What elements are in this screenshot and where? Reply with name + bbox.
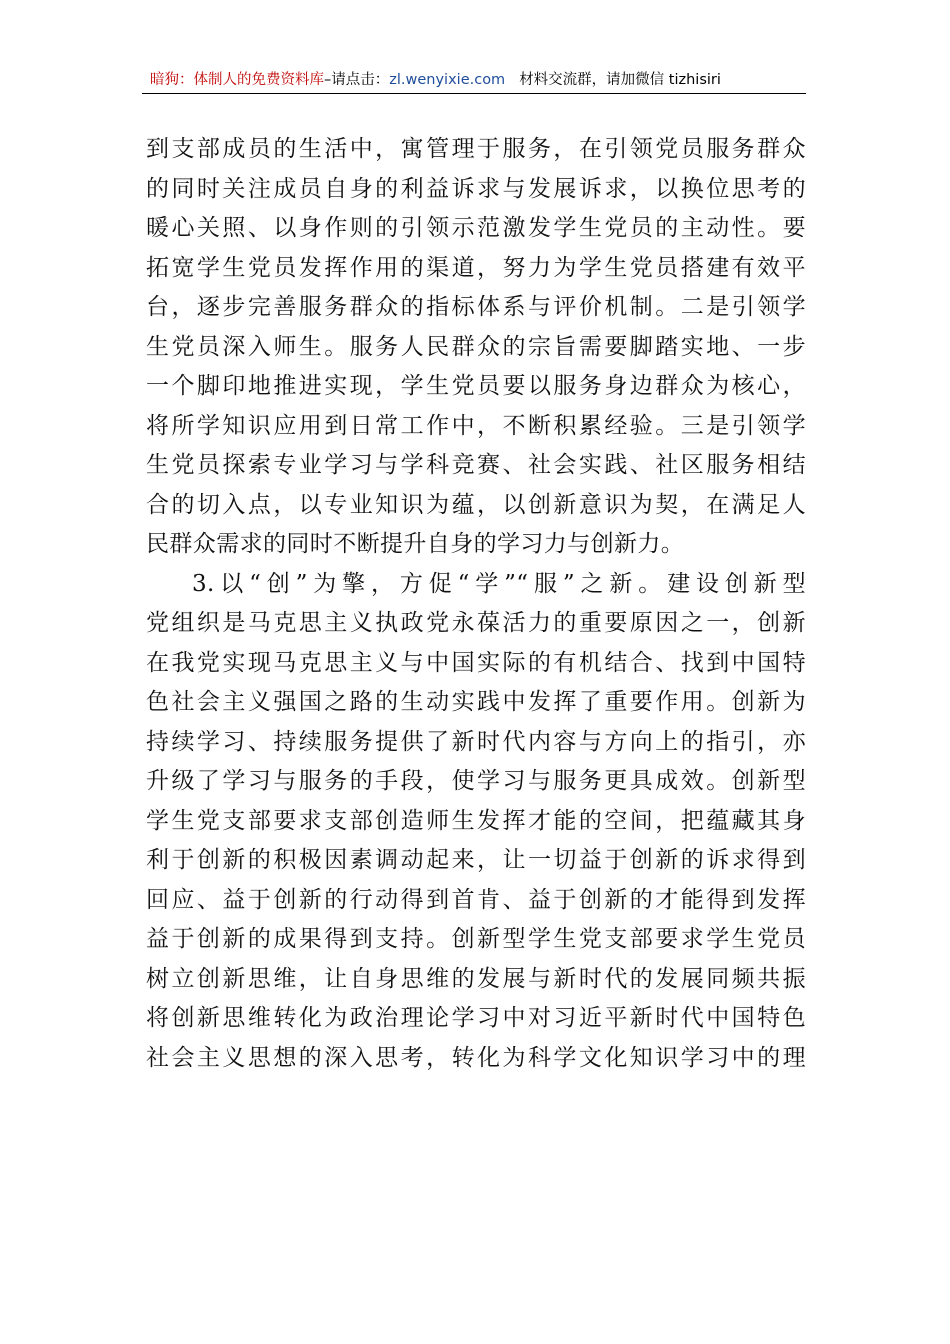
page-header	[150, 68, 805, 92]
header-brand-text: 暗狗：体制人的免费资料库	[150, 72, 324, 88]
text-line: 暖心关照、以身作则的引领示范激发学生党员的主动性。要	[146, 215, 806, 241]
text-line: 生党员探索专业学习与学科竞赛、社会实践、社区服务相结	[146, 452, 806, 478]
header-click-prompt: –请点击：	[324, 72, 390, 88]
text-line: 树立创新思维，让自身思维的发展与新时代的发展同频共振	[146, 965, 806, 992]
text-line: 将创新思维转化为政治理论学习中对习近平新时代中国特色	[146, 1005, 806, 1031]
section-heading-line: 3.以“创”为擎，方促“学”“服”之新。建设创新型	[192, 570, 806, 597]
text-line: 合的切入点，以专业知识为蕴，以创新意识为契，在满足人	[146, 491, 806, 518]
text-line: 台，逐步完善服务群众的指标体系与评价机制。二是引领学	[146, 294, 806, 320]
header-divider	[142, 93, 806, 94]
text-line: 利于创新的积极因素调动起来，让一切益于创新的诉求得到	[146, 847, 806, 873]
text-line: 益于创新的成果得到支持。创新型学生党支部要求学生党员	[146, 926, 806, 952]
text-line: 色社会主义强国之路的生动实践中发挥了重要作用。创新为	[146, 689, 806, 715]
text-line: 在我党实现马克思主义与中国实际的有机结合、找到中国特	[146, 649, 806, 676]
header-site-link[interactable]: zl.wenyixie.com	[389, 72, 506, 88]
header-wechat-note: 材料交流群，请加微信 tizhisiri	[519, 72, 721, 88]
text-line: 的同时关注成员自身的利益诉求与发展诉求，以换位思考的	[146, 175, 806, 202]
text-line: 生党员深入师生。服务人民群众的宗旨需要脚踏实地、一步	[146, 333, 806, 360]
text-line: 将所学知识应用到日常工作中，不断积累经验。三是引领学	[146, 412, 806, 439]
text-line: 回应、益于创新的行动得到首肯、益于创新的才能得到发挥	[146, 886, 806, 913]
text-line: 到支部成员的生活中，寓管理于服务，在引领党员服务群众	[146, 136, 806, 162]
text-line: 学生党支部要求支部创造师生发挥才能的空间，把蕴藏其身	[146, 807, 806, 834]
text-line: 拓宽学生党员发挥作用的渠道，努力为学生党员搭建有效平	[146, 254, 806, 281]
text-line: 一个脚印地推进实现，学生党员要以服务身边群众为核心，	[146, 373, 806, 399]
text-line: 党组织是马克思主义执政党永葆活力的重要原因之一，创新	[146, 610, 806, 636]
text-line: 社会主义思想的深入思考，转化为科学文化知识学习中的理	[146, 1044, 806, 1071]
text-line: 民群众需求的同时不断提升自身的学习力与创新力。	[146, 531, 685, 557]
document-body	[146, 130, 806, 1078]
text-line: 持续学习、持续服务提供了新时代内容与方向上的指引，亦	[146, 728, 806, 755]
text-line: 升级了学习与服务的手段，使学习与服务更具成效。创新型	[146, 768, 806, 794]
